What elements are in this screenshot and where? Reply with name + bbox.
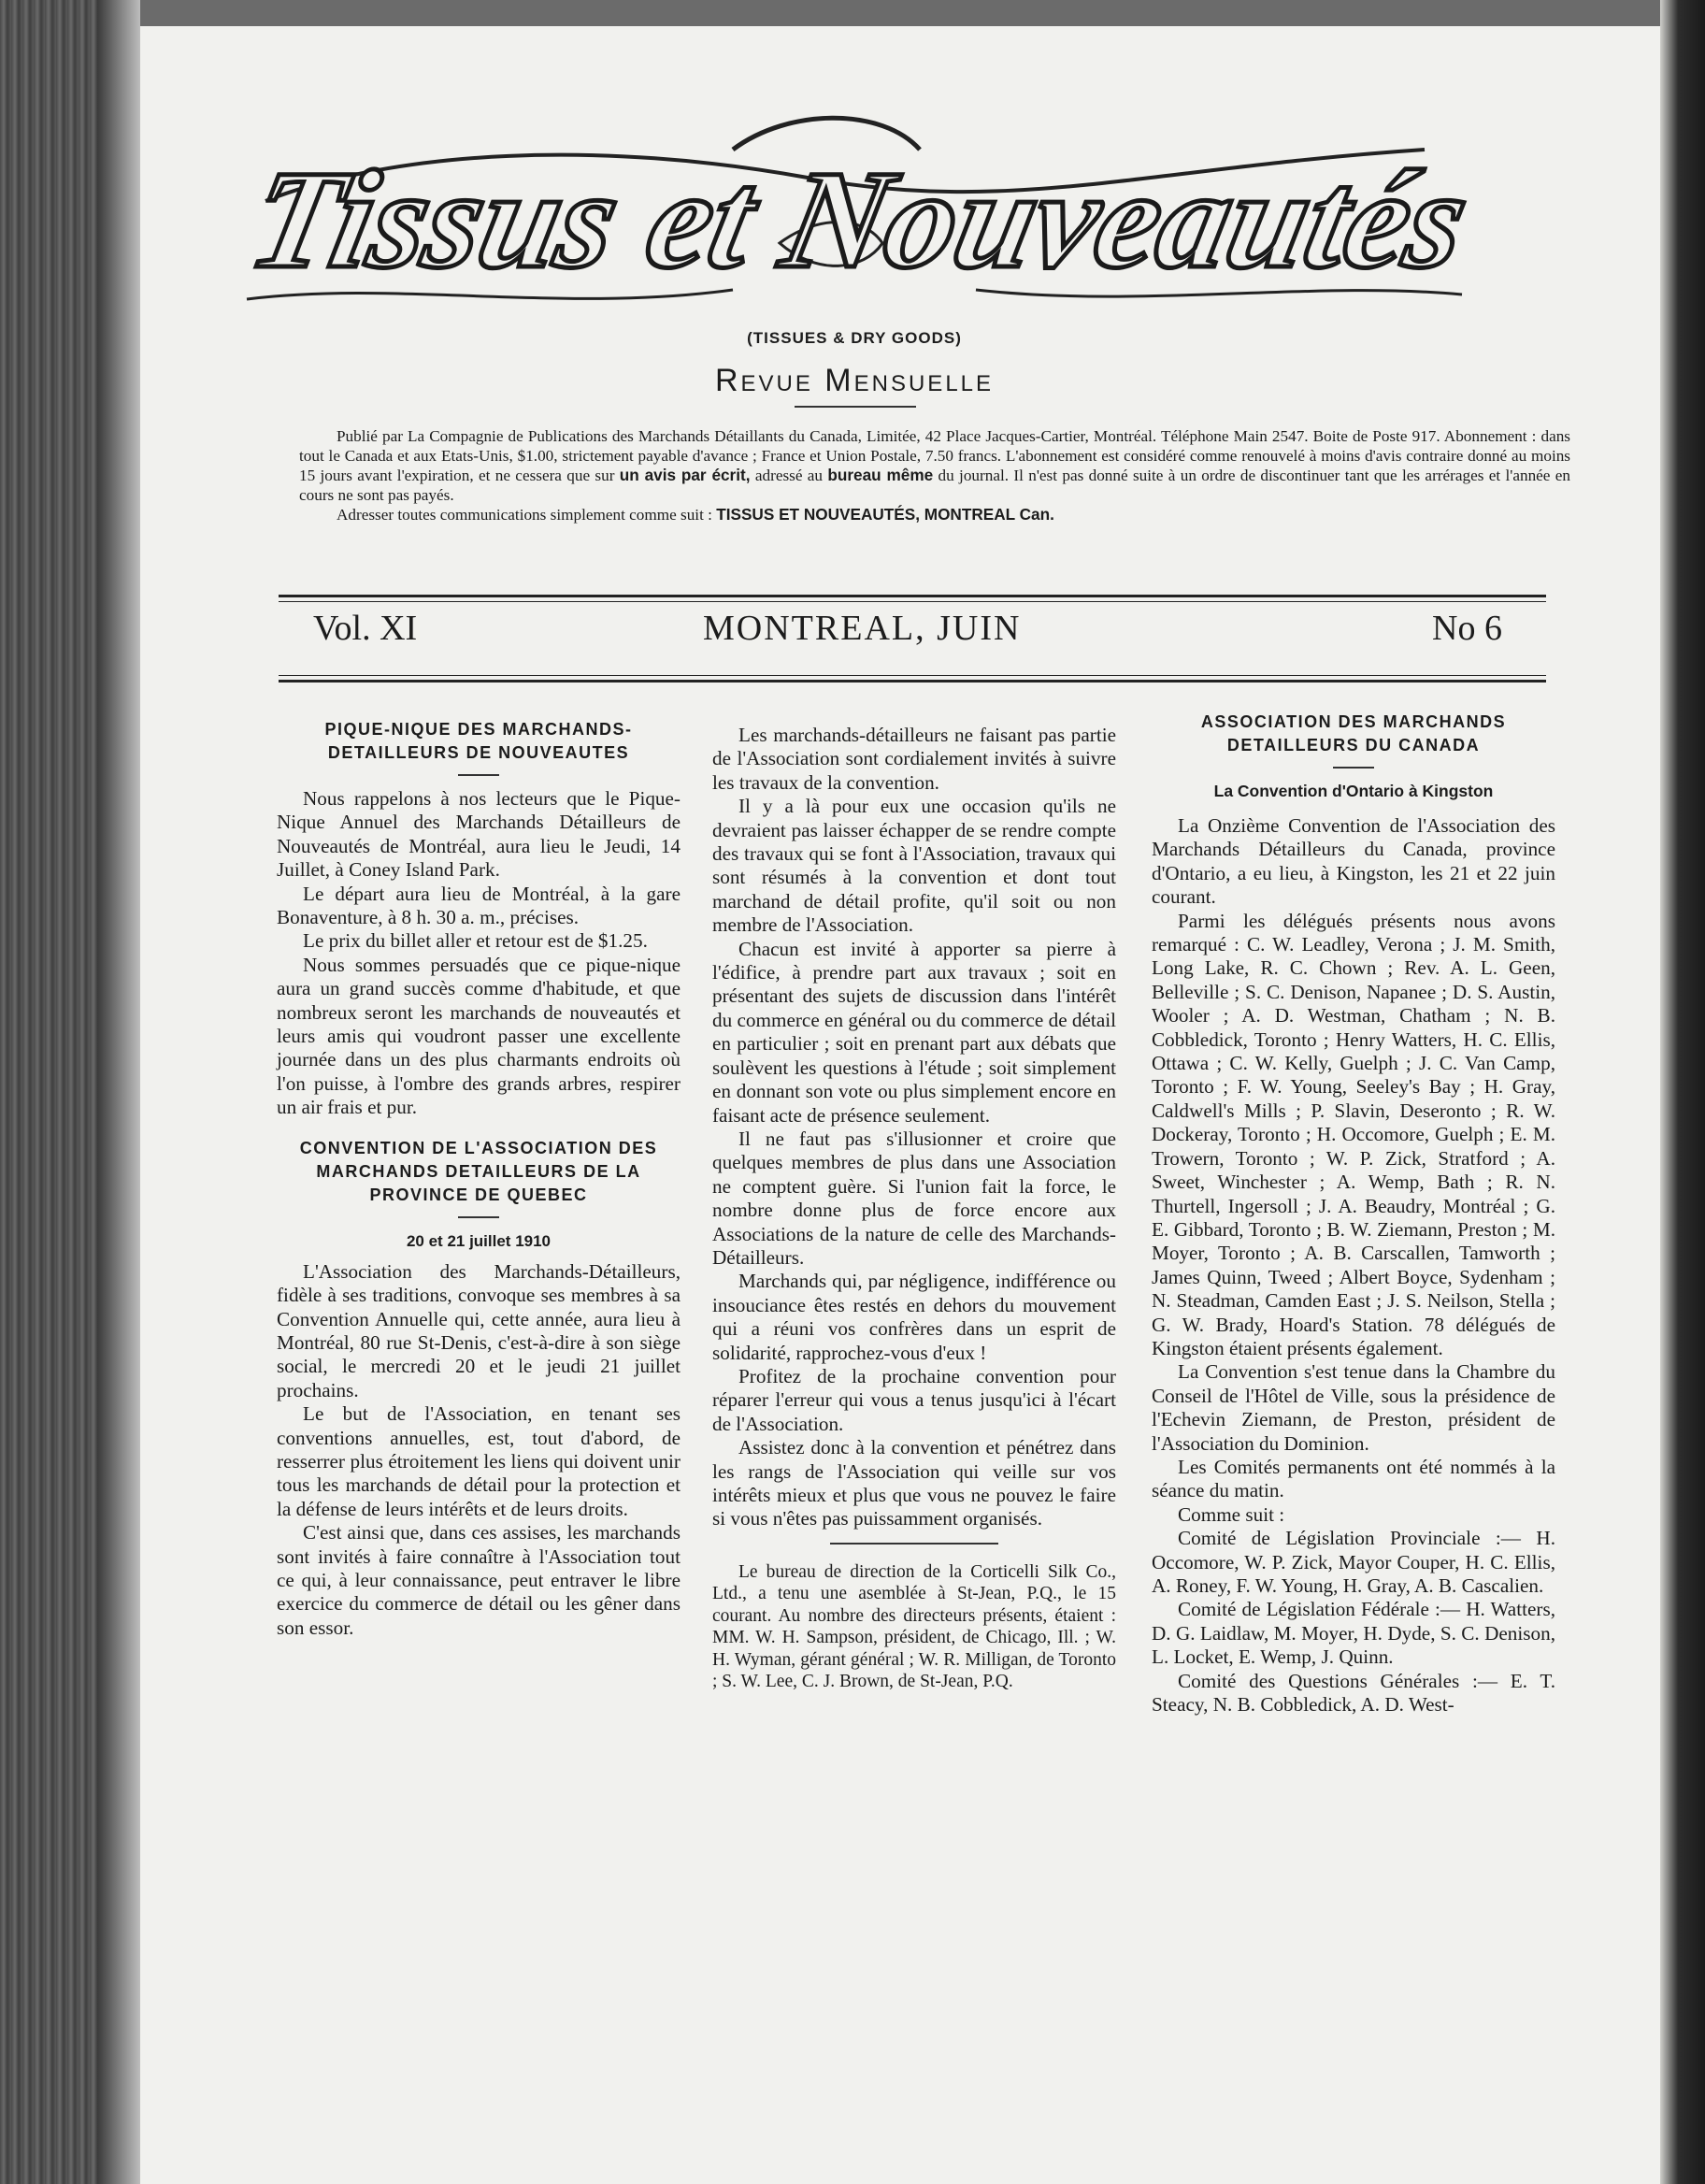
article-separator bbox=[830, 1543, 998, 1545]
column-3 bbox=[1152, 711, 1555, 1717]
bottom-rule-thin bbox=[279, 675, 1546, 676]
paragraph: Le but de l'Association, en tenant ses conventions annuelles, est, tout d'abord, de resserrer plus étroitement les liens qui doivent unir tous les marchands de détail pour la protection et la défense de leurs intérêts et de leurs droits. bbox=[277, 1402, 681, 1520]
heading-association-canada: ASSOCIATION DES MARCHANDS DETAILLEURS DU CANADA bbox=[1200, 712, 1507, 754]
volume-label: Vol. XI bbox=[313, 609, 418, 648]
paragraph: Nous rappelons à nos lecteurs que le Pique-Nique Annuel des Marchands Détailleurs de Nouveautés de Montréal, aura lieu le Jeudi, 14 Juillet, à Coney Island Park. bbox=[277, 787, 681, 882]
paragraph-corticelli: Le bureau de direction de la Corticelli Silk Co., Ltd., a tenu une asemblée à St-Jean, P.Q., le 15 courant. Au nombre des directeurs présents, étaient : MM. W. H. Sampson, président, de Chicago, Ill. ; W. H. Wyman, gérant général ; W. R. Milligan, de Toronto ; S. W. Lee, C. J. Brown, de St-Jean, P.Q. bbox=[712, 1561, 1116, 1692]
right-scan-edge bbox=[1660, 0, 1705, 2184]
masthead bbox=[140, 112, 1569, 327]
convention-date: 20 et 21 juillet 1910 bbox=[406, 1231, 552, 1250]
paragraph: Comité de Législation Fédérale :— H. Watters, D. G. Laidlaw, M. Moyer, H. Dyde, S. C. Denison, L. Locket, E. Wemp, J. Quinn. bbox=[1152, 1598, 1555, 1669]
revue-rule bbox=[795, 406, 916, 408]
paragraph: Parmi les délégués présents nous avons remarqué : C. W. Leadley, Verona ; J. M. Smith, Long Lake, R. C. Chown ; Rev. A. L. Geen, Belleville ; S. C. Denison, Napanee ; D. S. Austin, Wooler ; A. D. Westman, Chatham ; N. B. Cobbledick, Toronto ; Henry Watters, H. C. Ellis, Ottawa ; C. W. Kelly, Guelph ; J. C. Van Camp, Toronto ; F. W. Young, Seeley's Bay ; H. Gray, Caldwell's Mills ; P. Slavin, Deseronto ; R. W. Dockeray, Toronto ; H. Occomore, Guelph ; E. M. Trowern, Toronto ; W. P. Zick, Stratford ; A. Sweet, Winchester ; A. Wemp, Bath ; R. N. Thurtell, Ingersoll ; J. A. Beaudry, Montréal ; G. E. Gibbard, Toronto ; B. W. Ziemann, Preston ; M. Moyer, Toronto ; A. B. Carscallen, Tamworth ; James Quinn, Tweed ; Albert Boyce, Sydenham ; N. Steadman, Camden East ; J. S. Neilson, Stella ; G. W. Brady, Hoard's Station. 78 délégués de Kingston étaient présents également. bbox=[1152, 909, 1555, 1359]
paragraph: Profitez de la prochaine convention pour réparer l'erreur qui vous a tenus jusqu'ici à l'écart de l'Association. bbox=[712, 1364, 1116, 1435]
top-scan-edge bbox=[140, 0, 1705, 28]
paragraph: Le prix du billet aller et retour est de $1.25. bbox=[303, 929, 648, 953]
book-gutter bbox=[97, 0, 140, 2184]
paragraph: Comme suit : bbox=[1178, 1502, 1285, 1526]
revue-title: Revue Mensuelle bbox=[714, 363, 995, 398]
place-month: MONTREAL, JUIN bbox=[703, 609, 1022, 648]
paragraph: Comité des Questions Générales :— E. T. Steacy, N. B. Cobbledick, A. D. West- bbox=[1152, 1669, 1555, 1717]
masthead-logo bbox=[209, 112, 1499, 327]
paragraph: Nous sommes persuadés que ce pique-nique aura un grand succès comme d'habitude, et que nombreux seront les marchands de nouveautés et leurs amis qui voudront passer une excellente journée dans un des plus charmants endroits où l'on puisse, à l'ombre des grands arbres, respirer un air frais et pur. bbox=[277, 953, 681, 1119]
paragraph: Chacun est invité à apporter sa pierre à l'édifice, à prendre part aux travaux ; soit en présentant des sujets de discussion dans l'intérêt du commerce en général ou du commerce de détail en particulier ; soit en prenant part aux débats que soulèvent les questions à l'étude ; soit simplement en donnant son vote ou plus simplement encore en faisant acte de présence seulement. bbox=[712, 937, 1116, 1127]
paragraph: Assistez donc à la convention et pénétrez dans les rangs de l'Association qui veille sur vos intérêts mieux et plus que vous ne pouvez le faire si vous n'êtes pas puissamment organisés. bbox=[712, 1436, 1116, 1530]
paragraph: C'est ainsi que, dans ces assises, les marchands sont invités à faire connaître à l'Association tout ce qui, à leur connaissance, peut entraver le libre exercice du commerce de détail ou les gêner dans son essor. bbox=[277, 1521, 681, 1639]
paragraph: Comité de Législation Provinciale :— H. Occomore, W. P. Zick, Mayor Couper, H. C. Ellis, A. Roney, F. W. Young, H. Gray, A. B. Cascalien. bbox=[1152, 1527, 1555, 1597]
heading-separator bbox=[458, 774, 499, 776]
heading-pique-nique: PIQUE-NIQUE DES MARCHANDS-DETAILLEURS DE NOUVEAUTES bbox=[324, 720, 633, 762]
paragraph: Les Comités permanents ont été nommés à la séance du matin. bbox=[1152, 1455, 1555, 1502]
subheading-kingston: La Convention d'Ontario à Kingston bbox=[1213, 782, 1494, 800]
publication-info: Publié par La Compagnie de Publications des Marchands Détaillants du Canada, Limitée, 42 Place Jacques-Cartier, Montréal. Téléphone Main 2547. Boite de Poste 917. Abonnement : dans tout le Canada et aux Etats-Unis, $1.00, strictement payable d'avance ; France et Union Postale, 7.50 francs. L'abonnement est considéré comme renouvelé à moins d'avis contraire donné au moins 15 jours avant l'expiration, et ne cessera que sur un avis par écrit, adressé au bureau même du journal. Il n'est pas donné suite à un ordre de discontinuer tant que les arrérages et l'année en cours ne sont pas payés. Adresser toutes communications simplement comme suit : TISSUS ET NOUVEAUTÉS, MONTREAL Can. bbox=[299, 427, 1570, 524]
issue-number: No 6 bbox=[1432, 609, 1502, 648]
svg-text:Tissus et Nouveautés: Tissus et Nouveautés bbox=[237, 141, 1482, 297]
paragraph: La Convention s'est tenue dans la Chambre du Conseil de l'Hôtel de Ville, sous la présidence de l'Echevin Ziemann, de Preston, président de l'Association du Dominion. bbox=[1152, 1360, 1555, 1455]
top-rule bbox=[279, 595, 1546, 597]
heading-separator bbox=[1333, 767, 1374, 769]
paragraph: Il ne faut pas s'illusionner et croire que quelques membres de plus dans une Association ne comptent guère. Si l'union fait la force, le nombre donne plus de force encore aux Associations de la nature de celle des Marchands-Détailleurs. bbox=[712, 1127, 1116, 1269]
paragraph: Il y a là pour eux une occasion qu'ils ne devraient pas laisser échapper de se rendre compte des travaux qui se font à l'Association, travaux qui sont résumés à la convention et dont tout marchand de détail profite, qu'il soit ou non membre de l'Association. bbox=[712, 795, 1116, 937]
paragraph: Les marchands-détailleurs ne faisant pas partie de l'Association sont cordialement invités à suivre les travaux de la convention. bbox=[712, 724, 1116, 794]
paragraph: La Onzième Convention de l'Association des Marchands Détailleurs du Canada, province d'Ontario, a eu lieu, à Kingston, les 21 et 22 juin courant. bbox=[1152, 814, 1555, 909]
paragraph: L'Association des Marchands-Détailleurs, fidèle à ses traditions, convoque ses membres à sa Convention Annuelle qui, cette année, aura lieu à Montréal, 80 rue St-Denis, c'est-à-dire à son siège social, le mercredi 20 et le jeudi 21 juillet prochains. bbox=[277, 1259, 681, 1401]
heading-separator bbox=[458, 1216, 499, 1218]
heading-convention-quebec: CONVENTION DE L'ASSOCIATION DES MARCHANDS DETAILLEURS DE LA PROVINCE DE QUEBEC bbox=[299, 1138, 658, 1204]
column-2 bbox=[712, 724, 1116, 1693]
bottom-rule bbox=[279, 680, 1546, 682]
top-rule-thin bbox=[279, 601, 1546, 602]
paragraph: Le départ aura lieu de Montréal, à la gare Bonaventure, à 8 h. 30 a. m., précises. bbox=[277, 882, 681, 929]
column-1 bbox=[277, 718, 681, 1640]
paragraph: Marchands qui, par négligence, indifférence ou insouciance êtes restés en dehors du mouvement qui a réuni vos confrères dans un esprit de solidarité, rapprochez-vous d'eux ! bbox=[712, 1270, 1116, 1364]
masthead-subtitle: (TISSUES & DRY GOODS) bbox=[747, 329, 962, 347]
